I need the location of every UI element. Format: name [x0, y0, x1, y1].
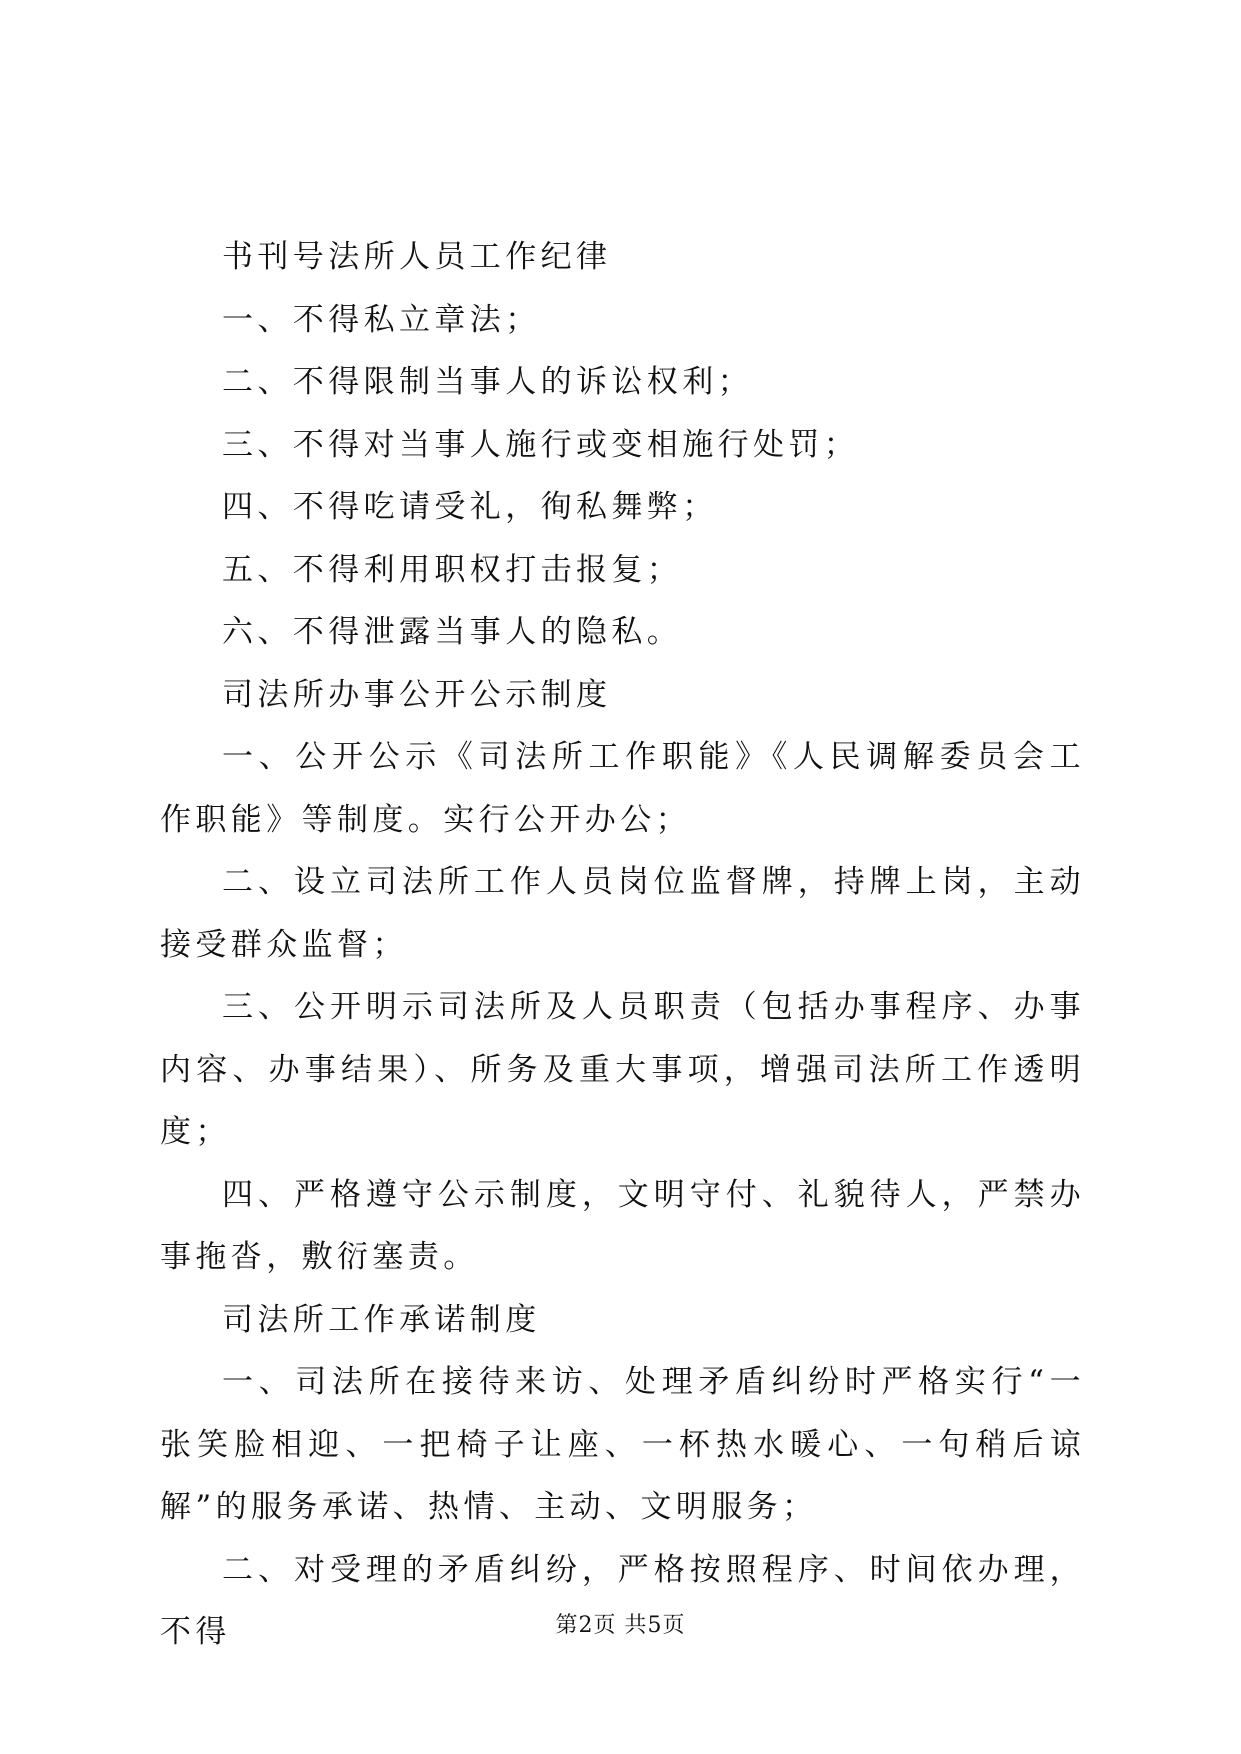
document-body — [160, 226, 1085, 1664]
rule-item: 四、不得吃请受礼，徇私舞弊； — [222, 489, 718, 525]
rule-item: 二、设立司法所工作人员岗位监督牌，持牌上岗，主动接受群众监督； — [160, 864, 1085, 963]
rule-item: 三、不得对当事人施行或变相施行处罚； — [222, 426, 860, 463]
rule-item: 一、不得私立章法； — [222, 301, 541, 338]
section-title: 书刊号法所人员工作纪律 — [222, 239, 612, 275]
rule-item: 五、不得利用职权打击报复； — [222, 551, 683, 588]
section-title: 司法所办事公开公示制度 — [222, 676, 612, 713]
rule-item: 二、不得限制当事人的诉讼权利； — [222, 364, 753, 400]
rule-item: 三、公开明示司法所及人员职责（包括办事程序、办事内容、办事结果）、所务及重大事项，增强司法所工作透明度； — [160, 989, 1085, 1150]
rule-item: 一、司法所在接待来访、处理矛盾纠纷时严格实行“一张笑脸相迎、一把椅子让座、一杯热水暖心、一句稍后谅解”的服务承诺、热情、主动、文明服务； — [160, 1364, 1085, 1525]
rule-item: 二、对受理的矛盾纠纷，严格按照程序、时间依办理，不得 — [160, 1551, 1085, 1650]
rule-item: 四、严格遵守公示制度，文明守付、礼貌待人，严禁办事拖沓，敷衍塞责。 — [160, 1176, 1085, 1275]
rule-item: 一、公开公示《司法所工作职能》《人民调解委员会工作职能》等制度。实行公开办公； — [160, 739, 1085, 838]
rule-item: 六、不得泄露当事人的隐私。 — [222, 614, 683, 650]
section-title: 司法所工作承诺制度 — [222, 1301, 541, 1338]
page-number-footer: 第2页 共5页 — [555, 1613, 686, 1638]
